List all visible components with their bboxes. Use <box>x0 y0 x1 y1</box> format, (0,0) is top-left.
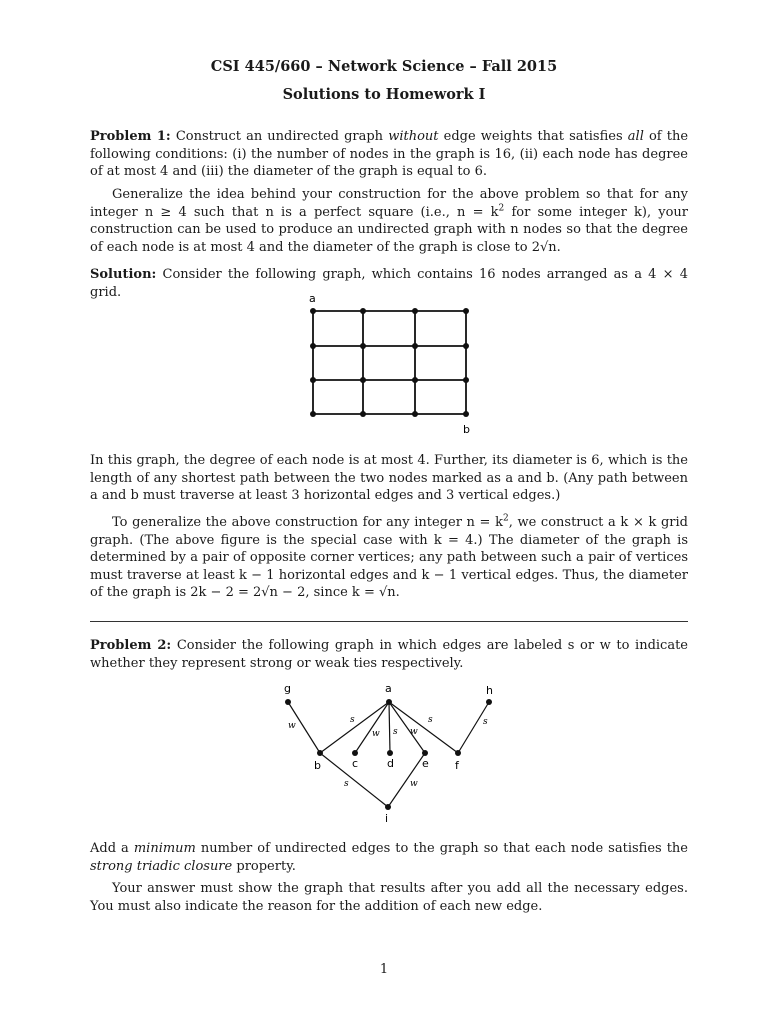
edge-label-a-c: w <box>372 729 380 739</box>
node-label-c: c <box>352 757 359 770</box>
node-b <box>317 750 323 756</box>
grid-node <box>412 308 418 314</box>
edge-label-a-e: w <box>410 727 418 737</box>
grid-node <box>412 411 418 417</box>
problem1-generalize: Generalize the idea behind your construction for the above problem so that for any integer n ≥ 4 such that n is a perfect square (i.e., $n = k^2$ for some integer k), your construction can be used to produce an undirected graph with n nodes so that the degree of each node is at most 4 and the diameter of the graph is close to 2√n. <box>90 187 688 255</box>
node-label-h: h <box>486 684 493 697</box>
edge-label-a-f: s <box>428 715 433 725</box>
node-i <box>385 804 391 810</box>
grid-node <box>360 308 366 314</box>
node-a <box>386 699 392 705</box>
node-e <box>422 750 428 756</box>
edge-a-b <box>320 702 389 753</box>
solution1-generalization-paragraph: To generalize the above construction for any integer $n = k^2$, we construct a k × k grid graph. (The above figure is the special case with k = 4.) The diameter of the graph is determined by a pair of opposite corner vertices; any path between such a pair of vertices must traverse at least k − 1 horizontal edges and k − 1 vertical edges. Thus, the diameter of the graph is 2k − 2 = 2√n − 2, since k = √n. <box>90 513 689 600</box>
node-label-f: f <box>455 759 459 772</box>
edge-label-a-d: s <box>393 727 398 737</box>
grid-node <box>360 377 366 383</box>
problem2-label: Problem 2: <box>90 638 172 653</box>
grid-node <box>310 377 316 383</box>
grid-node <box>412 377 418 383</box>
node-label-e: e <box>422 757 429 770</box>
problem2-instructions: Your answer must show the graph that results after you add all the necessary edges. You must also indicate the reason for the addition of each new edge. <box>90 881 688 914</box>
node-label-i: i <box>385 812 389 825</box>
node-c <box>352 750 358 756</box>
edge-h-f <box>458 702 489 753</box>
grid-node <box>310 411 316 417</box>
grid-node <box>310 343 316 349</box>
problem1-statement: Problem 1: Construct an undirected graph without edge weights that satisfies all of the following conditions: (i) the number of nodes in the graph is 16, (ii) each node has degree of at most 4 and (iii) the diameter of the graph is equal to 6. <box>90 129 689 179</box>
edge-label-a-b: s <box>350 715 355 725</box>
edge-label-h-f: s <box>483 717 488 727</box>
document-title: CSI 445/660 – Network Science – Fall 2015 <box>210 58 558 75</box>
edge-a-c <box>355 702 389 753</box>
grid-node <box>360 343 366 349</box>
grid-node <box>463 377 469 383</box>
node-h <box>486 699 492 705</box>
node-g <box>285 699 291 705</box>
edge-a-d <box>389 702 390 753</box>
strong-weak-ties-graph <box>270 678 510 828</box>
problem2-task: Add a minimum number of undirected edges to the graph so that each node satisfies the strong triadic closure property. <box>90 841 688 874</box>
grid-node <box>463 308 469 314</box>
node-d <box>387 750 393 756</box>
grid-node <box>310 308 316 314</box>
grid-node <box>360 411 366 417</box>
node-label-a: a <box>385 682 392 695</box>
problem2-statement: Problem 2: Consider the following graph in which edges are labeled s or w to indicate whether they represent strong or weak ties respectively. <box>90 638 688 671</box>
edge-label-b-i: s <box>344 779 349 789</box>
section-divider <box>90 621 688 622</box>
solution-label: Solution: <box>90 267 157 282</box>
grid-node <box>463 343 469 349</box>
document-subtitle: Solutions to Homework I <box>282 86 486 103</box>
grid-node-label-a: a <box>309 292 316 305</box>
page-number: 1 <box>379 962 389 977</box>
node-label-d: d <box>387 757 394 770</box>
problem1-label: Problem 1: <box>90 129 171 144</box>
grid-node <box>463 411 469 417</box>
solution1-degree-paragraph: In this graph, the degree of each node is at most 4. Further, its diameter is 6, which is the length of any shortest path between the two nodes marked as a and b. (Any path between a and b must traverse at least 3 horizontal edges and 3 vertical edges.) <box>90 453 688 503</box>
grid-graph-figure <box>290 288 490 436</box>
node-label-g: g <box>284 682 291 695</box>
node-f <box>455 750 461 756</box>
grid-node <box>412 343 418 349</box>
grid-node-label-b: b <box>463 423 470 436</box>
edge-label-g-b: w <box>288 721 296 731</box>
solution1-intro: Solution: Consider the following graph, which contains 16 nodes arranged as a 4 × 4 grid. <box>90 267 689 300</box>
node-label-b: b <box>314 759 321 772</box>
edge-a-f <box>389 702 458 753</box>
edge-label-e-i: w <box>410 779 418 789</box>
